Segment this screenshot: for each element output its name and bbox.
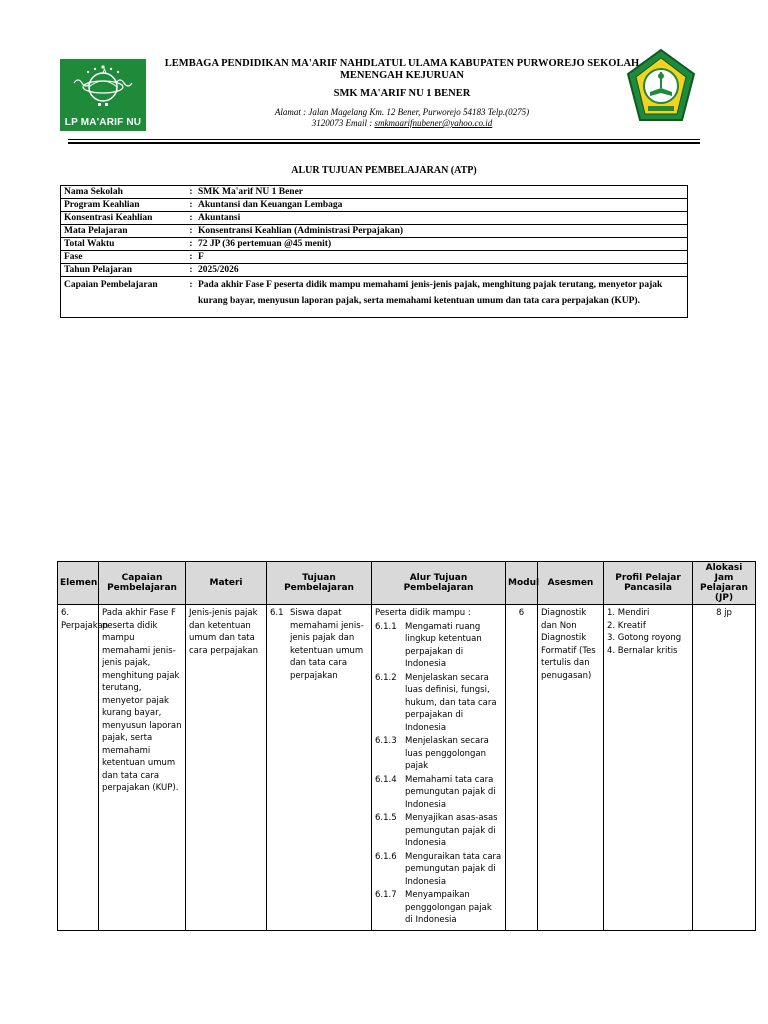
tujuan-number: 6.1 (270, 608, 284, 618)
identity-colon: : (187, 238, 195, 251)
cell-asesmen: Diagnostik dan Non Diagnostik Formatif (Tes tertulis dan penugasan) (538, 605, 604, 931)
header-profil: Profil Pelajar Pancasila (604, 562, 693, 605)
alur-step-text: Menjelaskan secara luas definisi, fungsi, hukum, dan tata cara perpajakan di Indonesia (405, 672, 497, 733)
alur-step-number: 6.1.3 (375, 736, 397, 746)
identity-row (61, 251, 688, 264)
alur-step-number: 6.1.4 (375, 774, 397, 785)
identity-value: 72 JP (36 pertemuan @45 menit) (195, 238, 688, 251)
profil-item: 3. Gotong royong (607, 633, 682, 643)
alur-step-number: 6.1.7 (375, 890, 397, 900)
nu-emblem-icon (68, 63, 138, 113)
letterhead (146, 58, 658, 129)
header-capaian: Capaian Pembelajaran (99, 562, 186, 605)
header-tujuan: Tujuan Pembelajaran (267, 562, 372, 605)
alur-list (375, 607, 502, 927)
identity-key: Capaian Pembelajaran (61, 277, 188, 318)
identity-colon: : (187, 225, 195, 238)
institution-name: LEMBAGA PENDIDIKAN MA'ARIF NAHDLATUL ULAMA KABUPATEN PURWOREJO SEKOLAH MENENGAH KEJURUAN (164, 58, 640, 81)
identity-value: Akuntansi (195, 212, 688, 225)
identity-key: Konsentrasi Keahlian (61, 212, 188, 225)
header-modul: Modul (506, 562, 538, 605)
cell-materi: Jenis-jenis pajak dan ketentuan umum dan tata cara perpajakan (186, 605, 267, 931)
cell-profil (604, 605, 693, 931)
header-divider-thick (68, 142, 700, 144)
table-header-row (58, 562, 756, 605)
identity-value: Konsentransi Keahlian (Administrasi Perpajakan) (195, 225, 688, 238)
identity-key: Nama Sekolah (61, 186, 188, 199)
alur-step (375, 774, 502, 812)
identity-colon: : (187, 264, 195, 277)
identity-colon: : (187, 186, 195, 199)
cell-modul: 6 (506, 605, 538, 931)
header-elemen: Elemen (58, 562, 99, 605)
cell-tujuan (267, 605, 372, 931)
school-name: SMK MA'ARIF NU 1 BENER (333, 88, 471, 99)
alur-step (375, 851, 502, 889)
identity-key: Fase (61, 251, 188, 264)
identity-row-capaian (61, 277, 688, 318)
header-alur: Alur Tujuan Pembelajaran (372, 562, 506, 605)
cell-capaian: Pada akhir Fase F peserta didik mampu memahami jenis-jenis pajak, menghitung pajak terutang, menyetor pajak kurang bayar, menyusun laporan pajak, serta memahami ketentuan umum dan tata cara perpajakan (KUP). (99, 605, 186, 931)
alur-step-number: 6.1.1 (375, 621, 397, 632)
lp-maarif-nu-logo (60, 59, 146, 131)
profil-item: 1. Mendiri (607, 608, 650, 618)
identity-row (61, 212, 688, 225)
identity-key: Tahun Pelajaran (61, 264, 188, 277)
identity-row (61, 186, 688, 199)
cell-alokasi: 8 jp (693, 605, 756, 931)
alur-step-number: 6.1.2 (375, 672, 397, 683)
identity-value: SMK Ma'arif NU 1 Bener (195, 186, 688, 199)
alur-step (375, 672, 502, 735)
alur-step-text: Mengamati ruang lingkup ketentuan perpajakan di Indonesia (405, 621, 482, 669)
identity-key: Mata Pelajaran (61, 225, 188, 238)
identity-row (61, 238, 688, 251)
logo-left-caption: LP MA'ARIF NU (64, 117, 142, 128)
address-line: Alamat : Jalan Magelang Km. 12 Bener, Purworejo 54183 Telp.(0275) (274, 107, 530, 117)
alur-step (375, 735, 502, 773)
identity-value: F (195, 251, 688, 264)
profil-item: 2. Kreatif (607, 620, 646, 631)
identity-colon: : (187, 199, 195, 212)
atp-table (57, 561, 756, 931)
document-title: ALUR TUJUAN PEMBELAJARAN (ATP) (291, 165, 477, 176)
cell-alur (372, 605, 506, 931)
cell-elemen: 6. Perpajakan (58, 605, 99, 931)
identity-row (61, 264, 688, 277)
alur-step-number: 6.1.6 (375, 851, 397, 862)
alur-step-text: Menjelaskan secara luas penggolongan pajak (405, 736, 489, 771)
tujuan-text: Siswa dapat memahami jenis-jenis pajak dan ketentuan umum dan tata cara perpajakan (290, 608, 364, 681)
identity-colon: : (187, 251, 195, 264)
identity-row (61, 199, 688, 212)
alur-step-number: 6.1.5 (375, 813, 397, 823)
tujuan-item (270, 607, 368, 682)
alur-intro: Peserta didik mampu : (375, 608, 471, 618)
identity-colon: : (187, 277, 195, 318)
alur-step (375, 812, 502, 850)
table-row (58, 605, 756, 931)
header-alokasi: Alokasi Jam Pelajaran (JP) (693, 562, 756, 605)
alur-step (375, 621, 502, 671)
identity-key: Program Keahlian (61, 199, 188, 212)
identity-key: Total Waktu (61, 238, 188, 251)
alur-step (375, 889, 502, 927)
identity-value: Pada akhir Fase F peserta didik mampu memahami jenis-jenis pajak, menghitung pajak terutang, menyetor pajak kurang bayar, menyusun laporan pajak, serta memahami ketentuan umum dan tata cara perpajakan (KUP). (195, 277, 688, 318)
header-materi: Materi (186, 562, 267, 605)
school-address (146, 107, 658, 129)
identity-row (61, 225, 688, 238)
email-link[interactable]: smkmaarifnubener@yahoo.co.id (374, 118, 493, 128)
alur-step-text: Menyampaikan penggolongan pajak di Indonesia (405, 890, 492, 925)
profil-item: 4. Bernalar kritis (607, 645, 678, 656)
alur-step-text: Memahami tata cara pemungutan pajak di Indonesia (405, 774, 496, 810)
contact-line (146, 118, 658, 129)
identity-colon: : (187, 212, 195, 225)
identity-value: Akuntansi dan Keuangan Lembaga (195, 199, 688, 212)
identity-value: 2025/2026 (195, 264, 688, 277)
header-asesmen: Asesmen (538, 562, 604, 605)
alur-step-text: Menguraikan tata cara pemungutan pajak di Indonesia (405, 851, 502, 887)
header-divider-thin (68, 139, 700, 140)
identity-table (60, 185, 688, 318)
contact-prefix: 3120073 Email : (311, 118, 375, 128)
alur-step-text: Menyajikan asas-asas pemungutan pajak di Indonesia (405, 813, 498, 848)
